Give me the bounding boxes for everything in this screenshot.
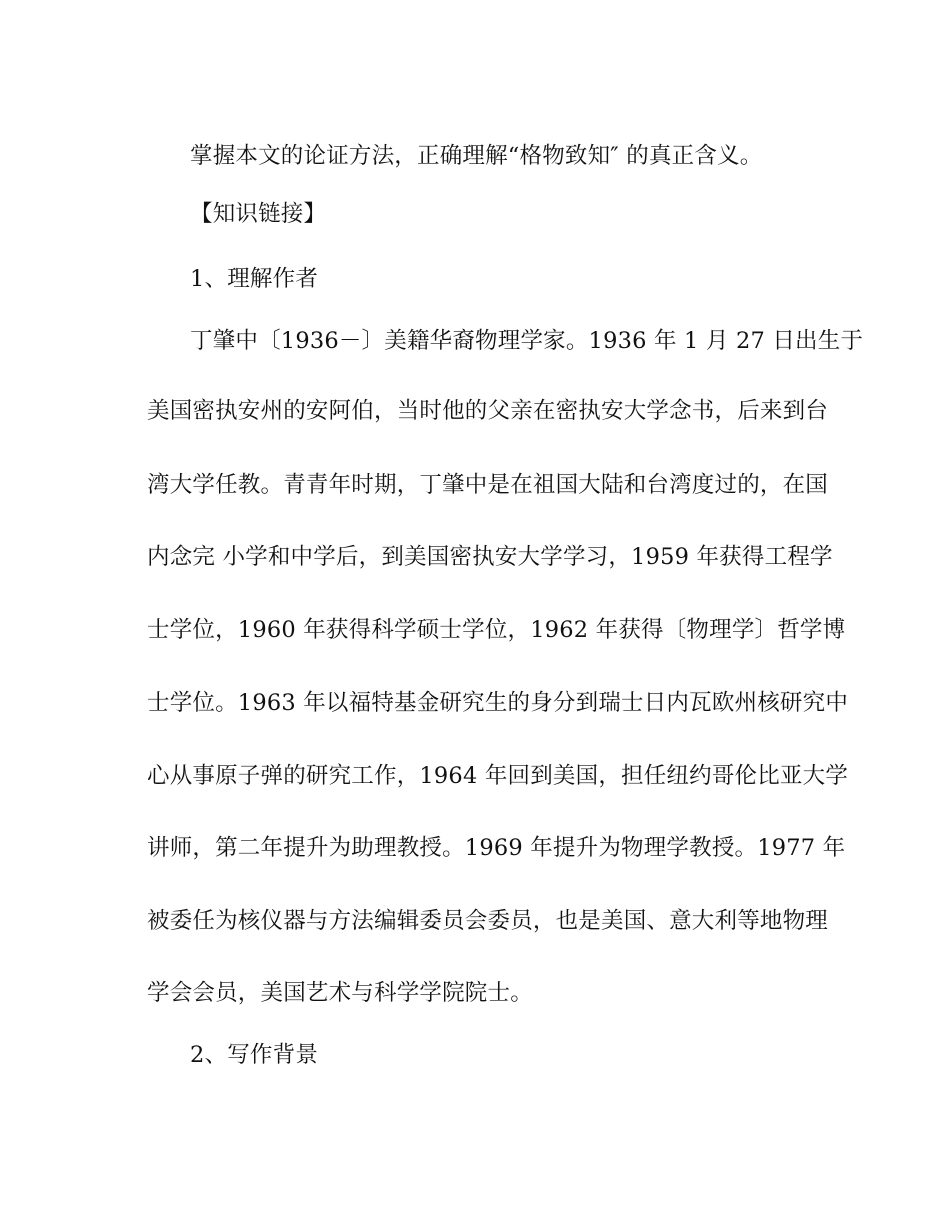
bio-line: 心从事原子弹的研究工作，1964 年回到美国，担任纽约哥伦比亚大学: [147, 763, 849, 789]
bio-line: 士学位，1960 年获得科学硕士学位，1962 年获得〔物理学〕哲学博: [147, 617, 846, 643]
bio-line: 美国密执安州的安阿伯，当时他的父亲在密执安大学念书，后来到台: [147, 398, 829, 424]
bio-line: 学会会员，美国艺术与科学学院院士。: [147, 980, 533, 1006]
bio-line: 内念完 小学和中学后，到美国密执安大学学习，1959 年获得工程学: [147, 544, 833, 570]
section-heading: 【知识链接】: [190, 201, 327, 227]
bio-line: 被委任为核仪器与方法编辑委员会委员，也是美国、意大利等地物理: [147, 908, 829, 934]
bio-line: 士学位。1963 年以福特基金研究生的身分到瑞士日内瓦欧州核研究中: [147, 690, 849, 716]
bio-line: 湾大学任教。青青年时期，丁肇中是在祖国大陆和台湾度过的，在国: [147, 472, 829, 498]
objective-paragraph: 掌握本文的论证方法，正确理解“格物致知″ 的真正含义。: [190, 143, 763, 169]
subheading-background: 2、写作背景: [190, 1042, 319, 1068]
bio-line: 丁肇中〔1936－〕美籍华裔物理学家。1936 年 1 月 27 日出生于: [190, 328, 864, 354]
bio-line: 讲师，第二年提升为助理教授。1969 年提升为物理学教授。1977 年: [147, 835, 846, 861]
subheading-author: 1、理解作者: [190, 266, 319, 292]
